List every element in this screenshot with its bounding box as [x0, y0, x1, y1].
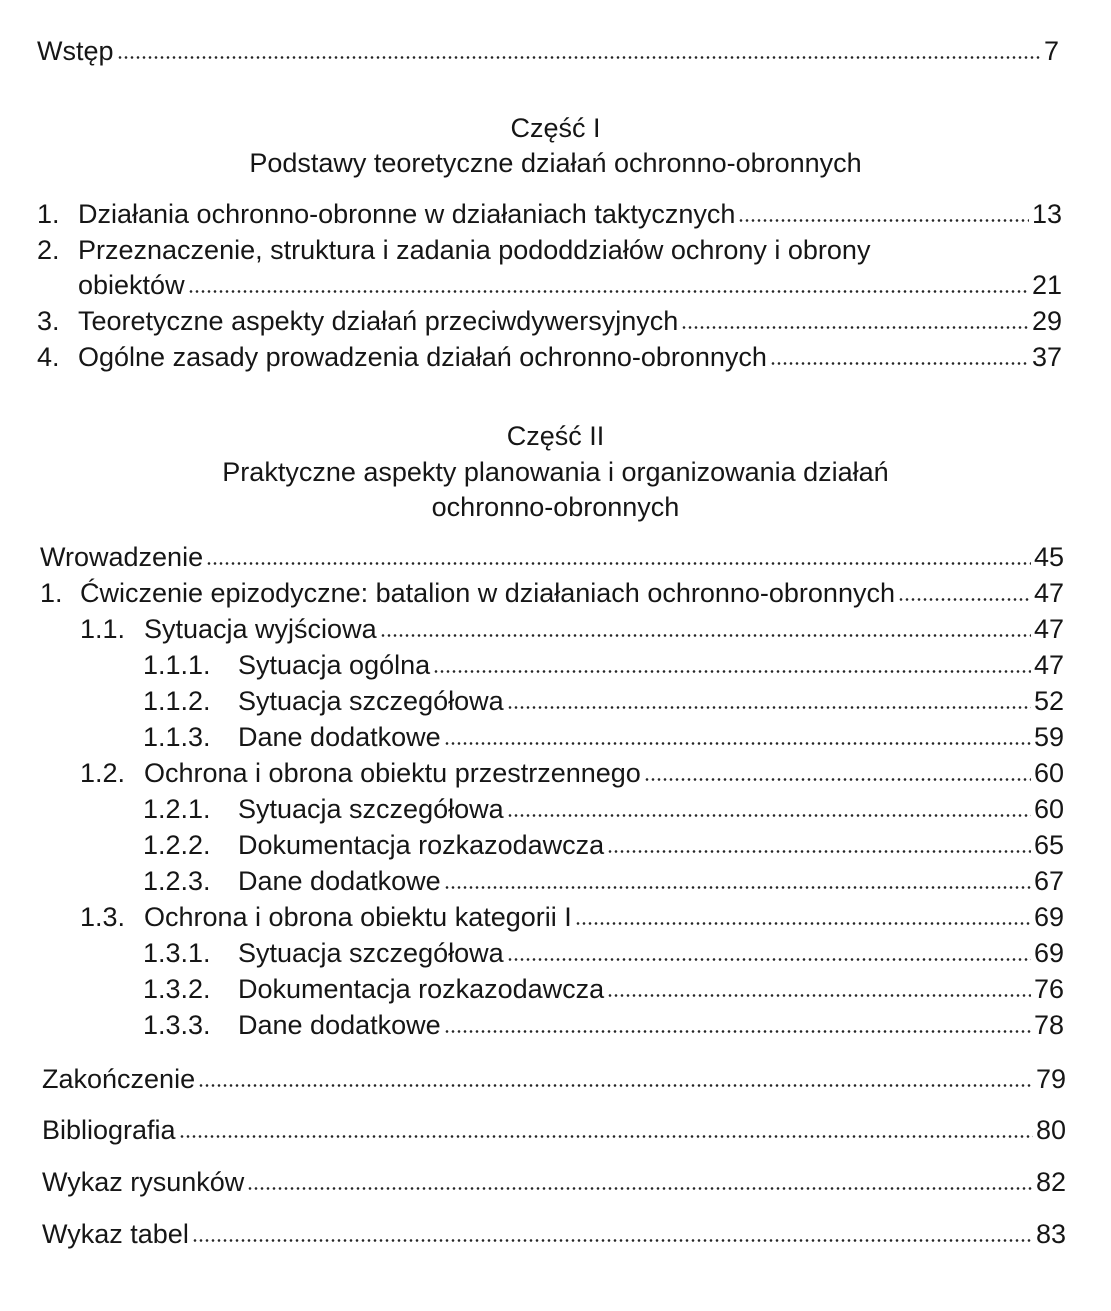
- toc-entry-page: 13: [1031, 199, 1062, 229]
- toc-entry-number: 1.3.3.: [143, 1010, 211, 1040]
- dot-leader: [179, 1135, 1033, 1138]
- toc-entry-page: 83: [1035, 1219, 1066, 1249]
- toc-entry-conclusion[interactable]: [42, 1062, 1066, 1096]
- toc-entry-title: Wykaz tabel: [42, 1219, 189, 1249]
- dot-leader: [198, 1084, 1033, 1087]
- toc-entry-title: Sytuacja szczegółowa: [238, 794, 504, 824]
- dot-leader: [575, 922, 1031, 925]
- toc-entry-wrapped-last-line[interactable]: [78, 268, 1062, 302]
- toc-entry-page: 21: [1031, 270, 1062, 300]
- toc-entry[interactable]: [37, 304, 1062, 338]
- toc-entry[interactable]: [143, 1008, 1064, 1042]
- toc-entry-page: 82: [1035, 1167, 1066, 1197]
- toc-entry[interactable]: [143, 792, 1064, 826]
- dot-leader: [770, 362, 1029, 365]
- toc-entry[interactable]: [80, 756, 1064, 790]
- dot-leader: [117, 56, 1041, 59]
- dot-leader: [738, 219, 1029, 222]
- toc-entry-list-of-tables[interactable]: [42, 1217, 1066, 1251]
- toc-entry[interactable]: [37, 340, 1062, 374]
- toc-entry[interactable]: [143, 648, 1064, 682]
- toc-entry-number: 3.: [37, 306, 60, 336]
- toc-entry-number: 1.2.3.: [143, 866, 211, 896]
- toc-entry[interactable]: [143, 828, 1064, 862]
- dot-leader: [607, 994, 1031, 997]
- dot-leader: [444, 1030, 1031, 1033]
- toc-entry-page: 79: [1035, 1064, 1066, 1094]
- toc-entry-number: 1.1.: [80, 614, 126, 644]
- toc-entry-title: Dokumentacja rozkazodawcza: [238, 974, 605, 1004]
- toc-entry-page: 80: [1035, 1115, 1066, 1145]
- toc-entry-number: 1.3.2.: [143, 974, 211, 1004]
- toc-entry-page: 69: [1033, 938, 1064, 968]
- toc-entry-number: 1.3.: [80, 902, 126, 932]
- dot-leader: [380, 634, 1031, 637]
- part2-title-line2: ochronno-obronnych: [431, 492, 680, 522]
- toc-entry-title: Przeznaczenie, struktura i zadania pododdziałów ochrony i obrony: [78, 235, 871, 265]
- toc-entry-wrapped-first-line[interactable]: [37, 233, 870, 267]
- toc-entry-page: 7: [1043, 36, 1059, 66]
- toc-entry-bibliography[interactable]: [42, 1113, 1066, 1147]
- toc-entry-intro[interactable]: [37, 34, 1059, 68]
- toc-entry-number: 1.2.: [80, 758, 126, 788]
- toc-entry-page: 60: [1033, 758, 1064, 788]
- part2-title-line1: Praktyczne aspekty planowania i organizowania działań: [222, 457, 889, 487]
- toc-entry-title: Wykaz rysunków: [42, 1167, 245, 1197]
- toc-entry-title: Wstęp: [37, 36, 114, 66]
- toc-entry-number: 1.1.2.: [143, 686, 211, 716]
- toc-entry-page: 60: [1033, 794, 1064, 824]
- toc-entry-title: Wrowadzenie: [40, 542, 204, 572]
- toc-entry-title: Ochrona i obrona obiektu kategorii I: [144, 902, 572, 932]
- toc-entry-title: Ogólne zasady prowadzenia działań ochronno-obronnych: [78, 342, 767, 372]
- toc-entry[interactable]: [80, 612, 1064, 646]
- dot-leader: [507, 814, 1031, 817]
- toc-entry[interactable]: [143, 972, 1064, 1006]
- toc-entry-title: Sytuacja szczegółowa: [238, 938, 504, 968]
- toc-entry-page: 67: [1033, 866, 1064, 896]
- toc-entry-page: 69: [1033, 902, 1064, 932]
- toc-entry-title: Ochrona i obrona obiektu przestrzennego: [144, 758, 641, 788]
- dot-leader: [444, 742, 1031, 745]
- toc-entry-title: Zakończenie: [42, 1064, 196, 1094]
- toc-entry-title: Dane dodatkowe: [238, 866, 441, 896]
- toc-entry-page: 37: [1031, 342, 1062, 372]
- toc-entry-number: 4.: [37, 342, 60, 372]
- toc-entry-number: 1.3.1.: [143, 938, 211, 968]
- toc-entry-number: 1.: [40, 578, 63, 608]
- toc-entry-number: 2.: [37, 235, 60, 265]
- toc-entry-title: Sytuacja ogólna: [238, 650, 431, 680]
- toc-entry-title-continued: obiektów: [78, 270, 185, 300]
- toc-entry-page: 78: [1033, 1010, 1064, 1040]
- dot-leader: [188, 290, 1029, 293]
- toc-entry-page: 45: [1033, 542, 1064, 572]
- part1-title: Podstawy teoretyczne działań ochronno-obronnych: [249, 148, 862, 178]
- toc-entry-page: 29: [1031, 306, 1062, 336]
- toc-entry-page: 47: [1033, 578, 1064, 608]
- toc-entry-number: 1.: [37, 199, 60, 229]
- dot-leader: [898, 598, 1031, 601]
- toc-entry-page: 47: [1033, 614, 1064, 644]
- toc-entry-page: 59: [1033, 722, 1064, 752]
- toc-entry[interactable]: [143, 720, 1064, 754]
- toc-entry-title: Teoretyczne aspekty działań przeciwdywersyjnych: [78, 306, 679, 336]
- toc-entry-page: 65: [1033, 830, 1064, 860]
- toc-entry-page: 47: [1033, 650, 1064, 680]
- toc-entry-title: Dane dodatkowe: [238, 1010, 441, 1040]
- toc-entry[interactable]: [143, 684, 1064, 718]
- toc-entry-title: Ćwiczenie epizodyczne: batalion w działaniach ochronno-obronnych: [80, 578, 895, 608]
- toc-entry-page: 52: [1033, 686, 1064, 716]
- toc-entry-title: Dokumentacja rozkazodawcza: [238, 830, 605, 860]
- toc-entry-list-of-figures[interactable]: [42, 1165, 1066, 1199]
- toc-entry-title: Działania ochronno-obronne w działaniach taktycznych: [78, 199, 736, 229]
- dot-leader: [507, 958, 1031, 961]
- toc-entry-title: Sytuacja wyjściowa: [144, 614, 377, 644]
- toc-entry-part2-intro[interactable]: [40, 540, 1064, 574]
- toc-entry-number: 1.1.1.: [143, 650, 211, 680]
- dot-leader: [607, 850, 1031, 853]
- toc-entry-number: 1.2.2.: [143, 830, 211, 860]
- toc-entry-title: Bibliografia: [42, 1115, 176, 1145]
- dot-leader: [433, 670, 1031, 673]
- dot-leader: [681, 326, 1029, 329]
- toc-entry-number: 1.2.1.: [143, 794, 211, 824]
- toc-entry[interactable]: [37, 197, 1062, 231]
- dot-leader: [192, 1239, 1033, 1242]
- dot-leader: [644, 778, 1031, 781]
- part2-label: Część II: [506, 421, 605, 451]
- dot-leader: [507, 706, 1031, 709]
- toc-entry[interactable]: [143, 864, 1064, 898]
- toc-entry-title: Sytuacja szczegółowa: [238, 686, 504, 716]
- toc-entry[interactable]: [40, 576, 1064, 610]
- toc-entry-page: 76: [1033, 974, 1064, 1004]
- toc-entry-title: Dane dodatkowe: [238, 722, 441, 752]
- dot-leader: [444, 886, 1031, 889]
- dot-leader: [206, 562, 1031, 565]
- dot-leader: [247, 1187, 1033, 1190]
- toc-entry-number: 1.1.3.: [143, 722, 211, 752]
- toc-entry[interactable]: [143, 936, 1064, 970]
- part1-label: Część I: [510, 113, 601, 143]
- toc-entry[interactable]: [80, 900, 1064, 934]
